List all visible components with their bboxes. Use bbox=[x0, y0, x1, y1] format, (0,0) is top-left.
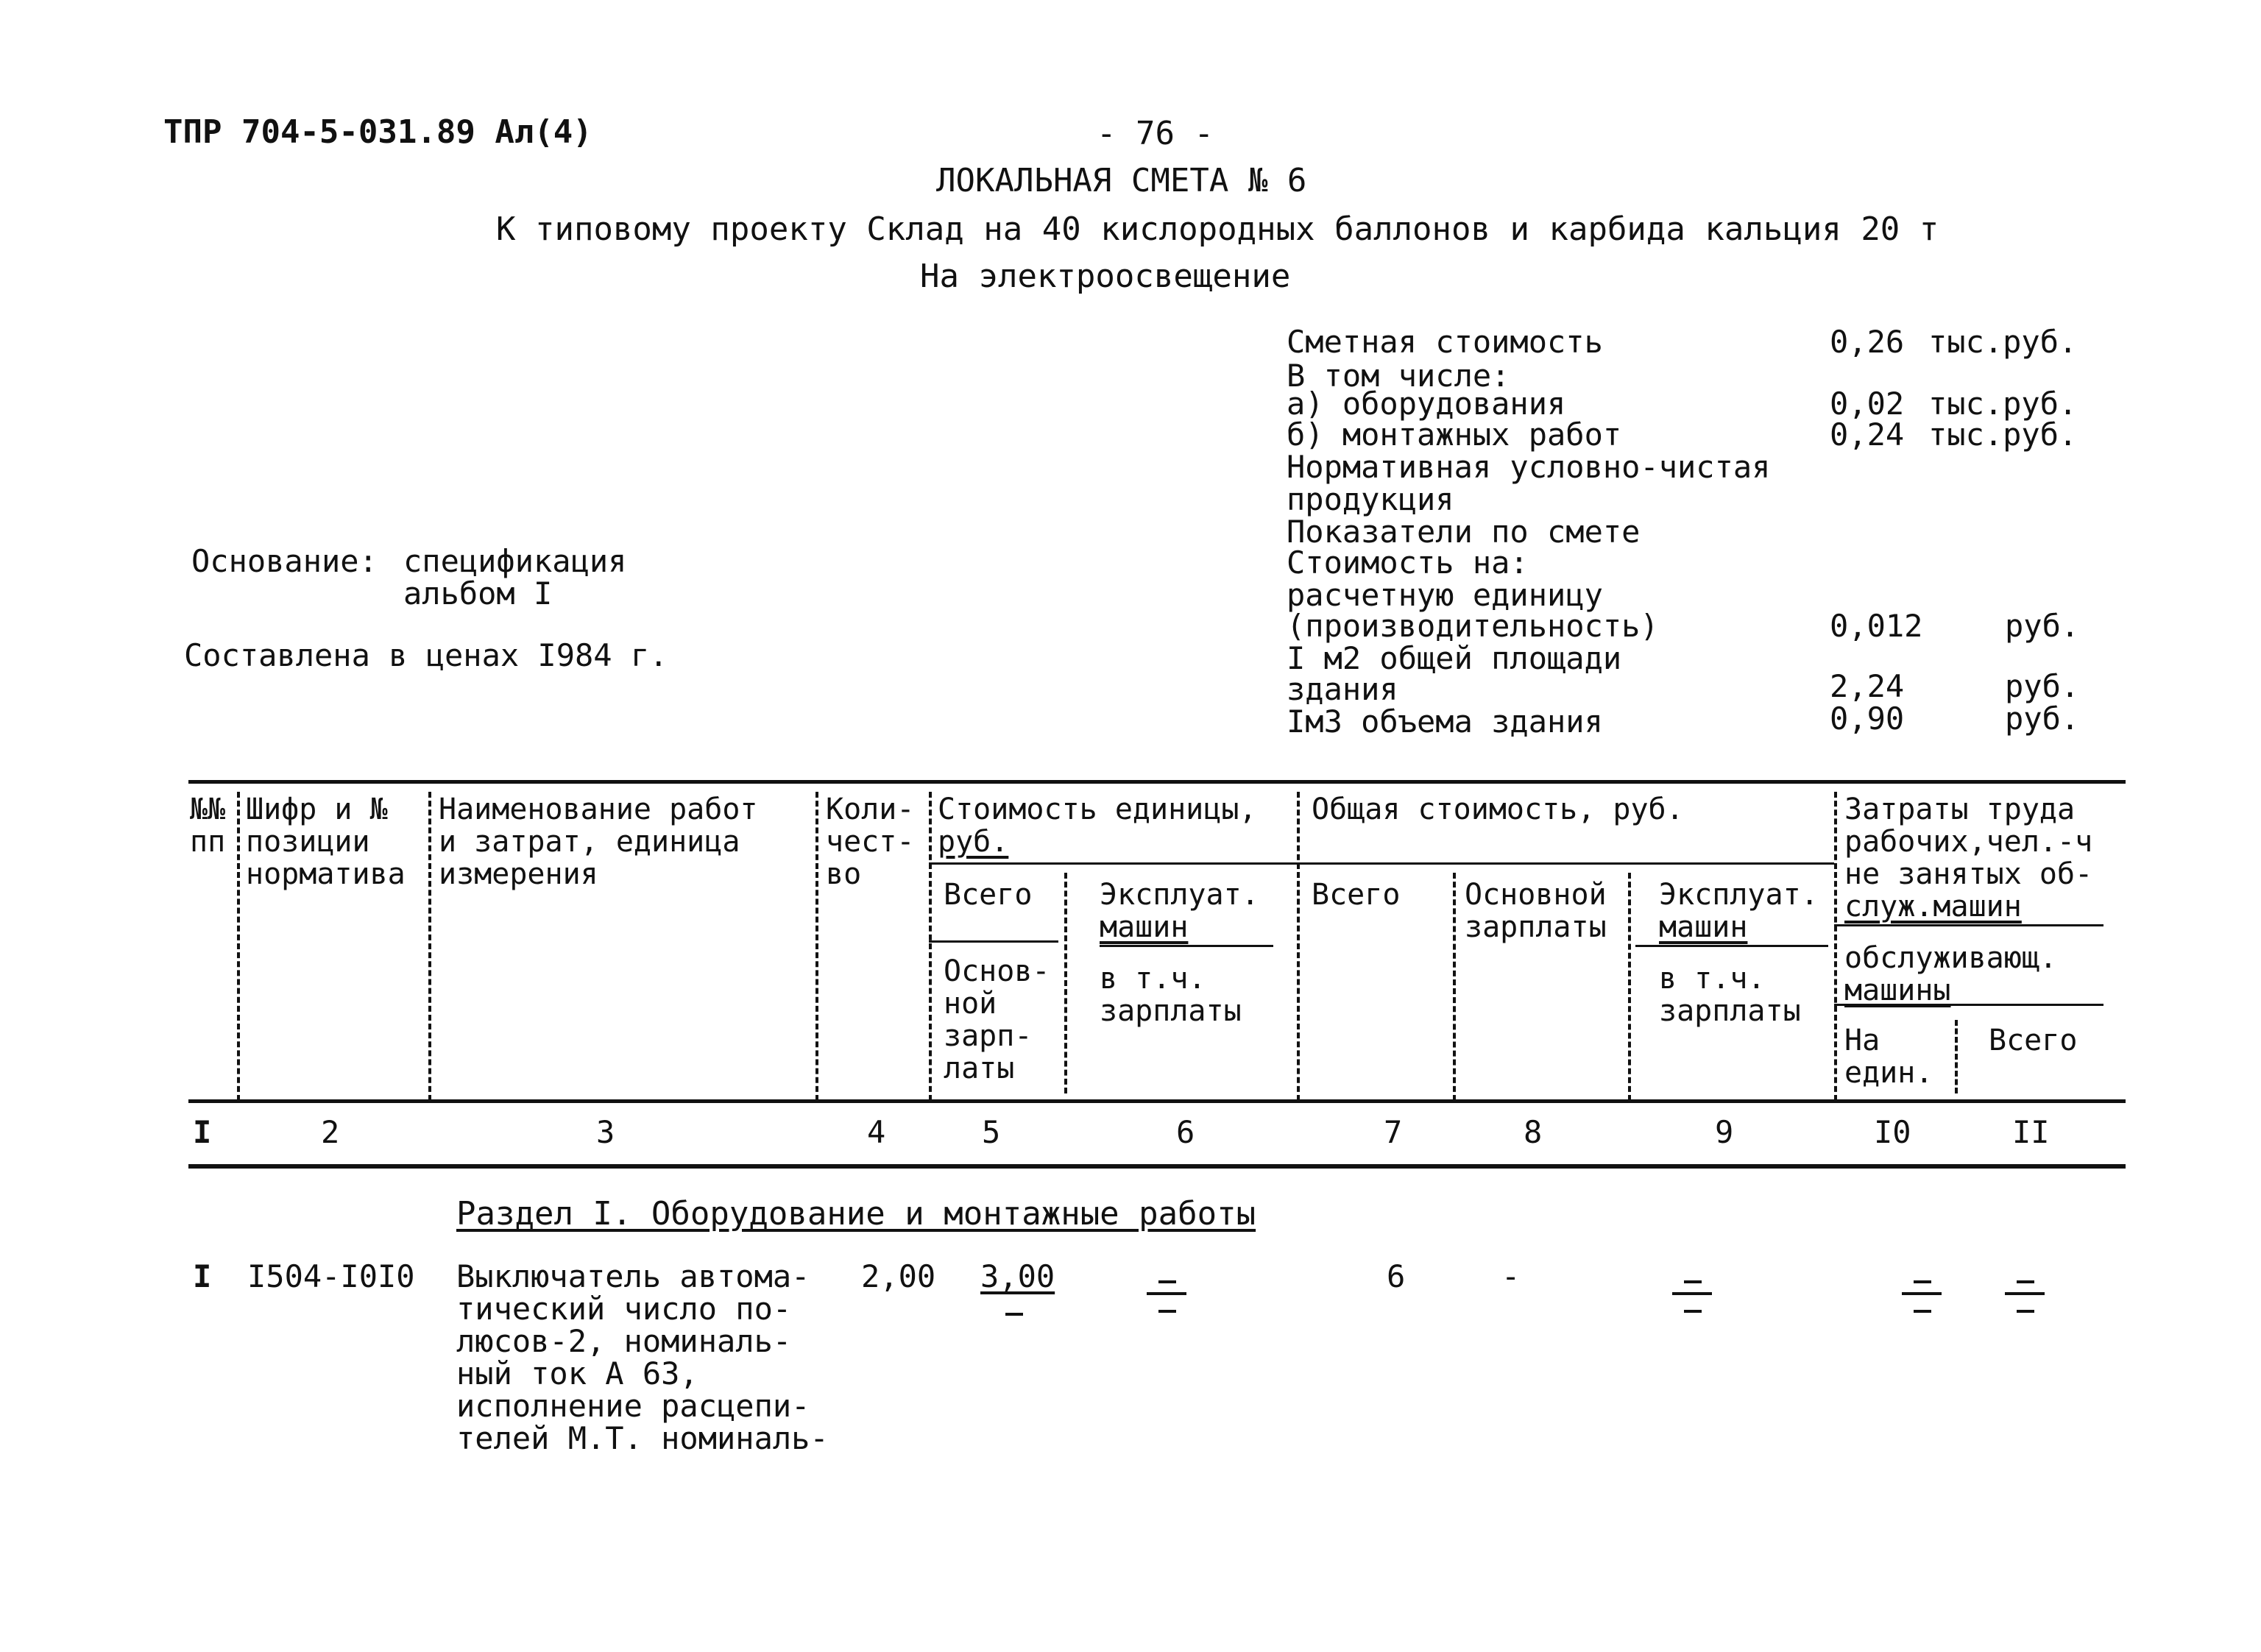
labor-rule-1 bbox=[1834, 924, 2103, 926]
col-divider bbox=[815, 792, 818, 1101]
header-c5-bot: Основ- bbox=[944, 954, 1050, 988]
header-c9-top: Эксплуат. bbox=[1659, 878, 1819, 912]
dash-mark bbox=[1914, 1310, 1931, 1313]
summary-value: 2,24 bbox=[1830, 668, 1905, 704]
col-number: 2 bbox=[321, 1114, 340, 1150]
row-number: I bbox=[193, 1258, 212, 1294]
dash-mark bbox=[1672, 1292, 1712, 1295]
header-c3: и затрат, единица bbox=[439, 825, 740, 859]
header-c2: позиции bbox=[246, 825, 370, 859]
dash-mark bbox=[2017, 1310, 2034, 1313]
header-c8: зарплаты bbox=[1465, 910, 1607, 944]
header-c1: №№ bbox=[190, 793, 226, 826]
header-c3: Наименование работ bbox=[439, 793, 758, 826]
summary-label: здания bbox=[1287, 671, 1398, 707]
header-labor: рабочих,чел.-ч bbox=[1844, 825, 2093, 859]
summary-label: Iм3 объема здания bbox=[1287, 703, 1603, 740]
header-c3: измерения bbox=[439, 857, 598, 891]
col-divider bbox=[428, 792, 431, 1101]
col-number: II bbox=[2012, 1114, 2050, 1150]
header-c8: Основной bbox=[1465, 878, 1607, 912]
col-divider bbox=[1834, 792, 1837, 1101]
dash-mark bbox=[1914, 1280, 1931, 1283]
row-name: люсов-2, номиналь- bbox=[456, 1323, 792, 1359]
summary-label: расчетную единицу bbox=[1287, 577, 1603, 613]
header-labor: служ.машин bbox=[1844, 890, 2022, 924]
col-number: 5 bbox=[982, 1114, 1001, 1150]
document-title: ЛОКАЛЬНАЯ СМЕТА № 6 bbox=[936, 162, 1307, 199]
col-number: 6 bbox=[1176, 1114, 1195, 1150]
header-c4: чест- bbox=[826, 825, 915, 859]
header-c4: Коли- bbox=[826, 793, 915, 826]
header-c4: во bbox=[826, 857, 862, 891]
c5-split-rule bbox=[929, 940, 1058, 943]
summary-label: (производительность) bbox=[1287, 608, 1659, 644]
header-c1: пп bbox=[190, 825, 226, 859]
summary-label: а) оборудования bbox=[1287, 386, 1566, 422]
row-name: телей М.Т. номиналь- bbox=[456, 1420, 829, 1456]
header-unit-cost: руб. bbox=[938, 825, 1009, 859]
col-number: 9 bbox=[1715, 1114, 1734, 1150]
col-divider bbox=[1453, 873, 1456, 1101]
c6-split-rule bbox=[1100, 945, 1273, 947]
summary-value: 0,26 bbox=[1830, 324, 1905, 360]
header-c2: Шифр и № bbox=[246, 793, 388, 826]
summary-label: Показатели по смете bbox=[1287, 514, 1641, 550]
header-unit-cost: Стоимость единицы, bbox=[938, 793, 1257, 826]
col-number: 7 bbox=[1384, 1114, 1403, 1150]
row-name: исполнение расцепи- bbox=[456, 1388, 810, 1424]
summary-unit: тыс.руб. bbox=[1928, 386, 2078, 422]
dash-mark bbox=[1158, 1310, 1176, 1313]
dash-mark bbox=[2017, 1280, 2034, 1283]
summary-label: б) монтажных работ bbox=[1287, 416, 1622, 453]
row-quantity: 2,00 bbox=[861, 1258, 936, 1294]
header-c5-bot: ной bbox=[944, 987, 997, 1021]
header-c6-bot: в т.ч. bbox=[1100, 962, 1206, 996]
header-labor: Затраты труда bbox=[1844, 793, 2076, 826]
summary-value: 0,24 bbox=[1830, 416, 1905, 453]
row-name: Выключатель автома- bbox=[456, 1258, 810, 1294]
header-c6-top: Эксплуат. bbox=[1100, 878, 1259, 912]
summary-value: 0,90 bbox=[1830, 701, 1905, 737]
summary-label: В том числе: bbox=[1287, 358, 1510, 394]
summary-label: продукция bbox=[1287, 481, 1454, 517]
header-c2: норматива bbox=[246, 857, 406, 891]
col-divider bbox=[1955, 1020, 1958, 1093]
col-divider bbox=[929, 792, 932, 1101]
col-divider bbox=[1297, 792, 1300, 1101]
summary-label: Сметная стоимость bbox=[1287, 324, 1603, 360]
total-cost-rule bbox=[1297, 862, 1834, 865]
header-c5-bot: латы bbox=[944, 1052, 1015, 1085]
col-divider bbox=[237, 792, 240, 1101]
col-number: 3 bbox=[596, 1114, 615, 1150]
dash-mark bbox=[1005, 1313, 1023, 1316]
col-number: 8 bbox=[1524, 1114, 1543, 1150]
header-c9-bot: в т.ч. bbox=[1659, 962, 1766, 996]
document-code: ТПР 704-5-031.89 Ал(4) bbox=[163, 113, 592, 151]
price-basis: Составлена в ценах I984 г. bbox=[184, 637, 668, 673]
summary-unit: руб. bbox=[2005, 608, 2080, 644]
header-c11: Всего bbox=[1989, 1024, 2078, 1057]
header-c10: На bbox=[1844, 1024, 1880, 1057]
page-number: - 76 - bbox=[1097, 115, 1214, 152]
header-labor2: машины bbox=[1844, 974, 1951, 1007]
header-c6-top: машин bbox=[1100, 910, 1189, 944]
dash-mark bbox=[1684, 1310, 1702, 1313]
header-c10: един. bbox=[1844, 1056, 1933, 1090]
col-divider bbox=[1064, 873, 1067, 1093]
basis-label: Основание: bbox=[191, 543, 378, 579]
c9-split-rule bbox=[1635, 945, 1828, 947]
dash-mark bbox=[2005, 1292, 2045, 1295]
header-c9-top: машин bbox=[1659, 910, 1748, 944]
col-number: I0 bbox=[1874, 1114, 1911, 1150]
header-c5-bot: зарп- bbox=[944, 1019, 1033, 1053]
document-subject: На электроосвещение bbox=[920, 258, 1291, 295]
header-labor: не занятых об- bbox=[1844, 857, 2093, 891]
row-name: тический число по- bbox=[456, 1291, 792, 1327]
summary-value: 0,02 bbox=[1830, 386, 1905, 422]
table-top-rule bbox=[188, 780, 2126, 784]
col-number: I bbox=[193, 1114, 212, 1150]
summary-unit: руб. bbox=[2005, 701, 2080, 737]
col-divider bbox=[1628, 873, 1631, 1101]
document-subtitle: К типовому проекту Склад на 40 кислородных баллонов и карбида кальция 20 т bbox=[496, 210, 1939, 248]
col-number: 4 bbox=[867, 1114, 886, 1150]
summary-label: I м2 общей площади bbox=[1287, 640, 1622, 676]
summary-value: 0,012 bbox=[1830, 608, 1923, 644]
header-c5-top: Всего bbox=[944, 878, 1033, 912]
summary-unit: руб. bbox=[2005, 668, 2080, 704]
table-colnum-bottom-rule bbox=[188, 1164, 2126, 1169]
summary-unit: тыс.руб. bbox=[1928, 416, 2078, 453]
header-c7: Всего bbox=[1312, 878, 1401, 912]
header-total-cost: Общая стоимость, руб. bbox=[1312, 793, 1684, 826]
row-name: ный ток А 63, bbox=[456, 1355, 698, 1392]
row-salary: - bbox=[1501, 1258, 1521, 1294]
summary-label: Стоимость на: bbox=[1287, 545, 1529, 581]
basis-line1: спецификация bbox=[403, 543, 627, 579]
header-c9-bot: зарплаты bbox=[1659, 994, 1801, 1028]
dash-mark bbox=[1902, 1292, 1942, 1295]
header-labor2: обслуживающ. bbox=[1844, 941, 2057, 975]
summary-label: Нормативная условно-чистая bbox=[1287, 449, 1771, 485]
dash-mark bbox=[1684, 1280, 1702, 1283]
dash-mark bbox=[1158, 1280, 1176, 1283]
row-total: 6 bbox=[1387, 1258, 1406, 1294]
dash-mark bbox=[1147, 1292, 1186, 1295]
section-title: Раздел I. Оборудование и монтажные работы bbox=[456, 1195, 1256, 1233]
summary-unit: тыс.руб. bbox=[1928, 324, 2078, 360]
row-code: I504-I0I0 bbox=[247, 1258, 415, 1294]
header-c6-bot: зарплаты bbox=[1100, 994, 1242, 1028]
row-unit-total: 3,00 bbox=[980, 1258, 1055, 1294]
basis-line2: альбом I bbox=[403, 575, 553, 611]
unit-cost-rule bbox=[929, 862, 1297, 865]
